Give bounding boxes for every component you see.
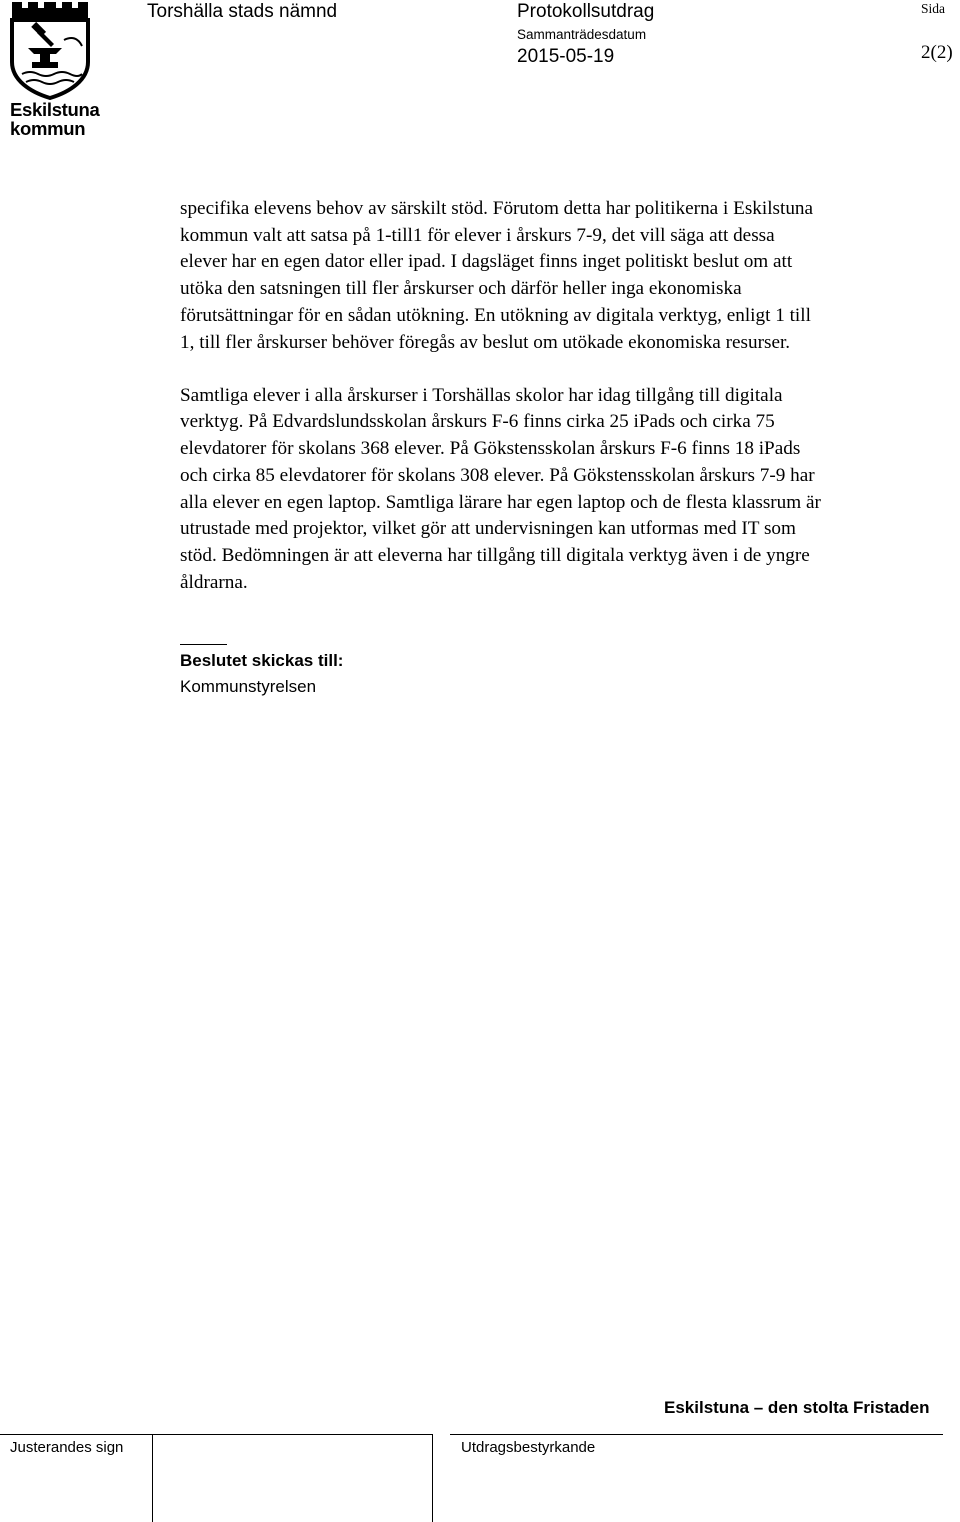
footer-rule	[450, 1434, 943, 1435]
body-paragraph: Samtliga elever i alla årskurser i Torshällas skolor har idag tillgång till digitala verktyg. På Edvardslundsskolan årskurs F-6 finns cirka 25 iPads och cirka 75 elevdatorer för skolans 368 elever. På Gökstensskolan årskurs F-6 finns 18 iPads och cirka 85 elevdatorer för skolans 308 elever. På Gökstensskolan årskurs 7-9 har alla elever en egen laptop. Samtliga lärare har egen laptop och de flesta klassrum är utrustade med projektor, vilket gör att undervisningen kan utformas med IT som stöd. Bedömningen är att eleverna har tillgång till digitala verktyg även i de yngre åldrarna.	[180, 384, 821, 593]
logo-wordmark-line2: kommun	[10, 118, 86, 139]
footer-divider	[432, 1434, 433, 1522]
logo-wordmark-line1: Eskilstuna	[10, 99, 100, 120]
page-label: Sida	[921, 1, 946, 16]
adjusters-signature-label: Justerandes sign	[10, 1439, 124, 1456]
footer-divider	[152, 1434, 153, 1522]
footer-slogan: Eskilstuna – den stolta Fristaden	[664, 1398, 930, 1417]
sent-to-recipient: Kommunstyrelsen	[180, 677, 317, 696]
organisation-name: Torshälla stads nämnd	[147, 1, 338, 22]
footer-rule	[0, 1434, 432, 1435]
separator-line	[180, 644, 227, 645]
shield-icon	[10, 0, 90, 100]
body-paragraph: specifika elevens behov av särskilt stöd. Förutom detta har politikerna i Eskilstuna kommun valt att satsa på 1-till1 för elever i årskurs 7-9, det vill säga att dessa elever har en egen dator eller ipad. I dagsläget finns inget politiskt beslut om att utöka den satsningen till fler årskurser och därför heller inga ekonomiska förutsättningar för en sådan utökning. En utökning av digitala verktyg, enligt 1 till 1, till fler årskurser behöver föregås av beslut om utökade ekonomiska resurser.	[180, 198, 814, 353]
meeting-date: 2015-05-19	[517, 46, 615, 67]
meeting-date-label: Sammanträdesdatum	[517, 27, 647, 42]
page-number: 2(2)	[921, 42, 953, 63]
document-body	[180, 196, 955, 596]
document-type: Protokollsutdrag	[517, 1, 655, 22]
logo-wordmark	[10, 100, 100, 138]
certification-label: Utdragsbestyrkande	[461, 1439, 596, 1456]
sent-to-label: Beslutet skickas till:	[180, 651, 344, 670]
